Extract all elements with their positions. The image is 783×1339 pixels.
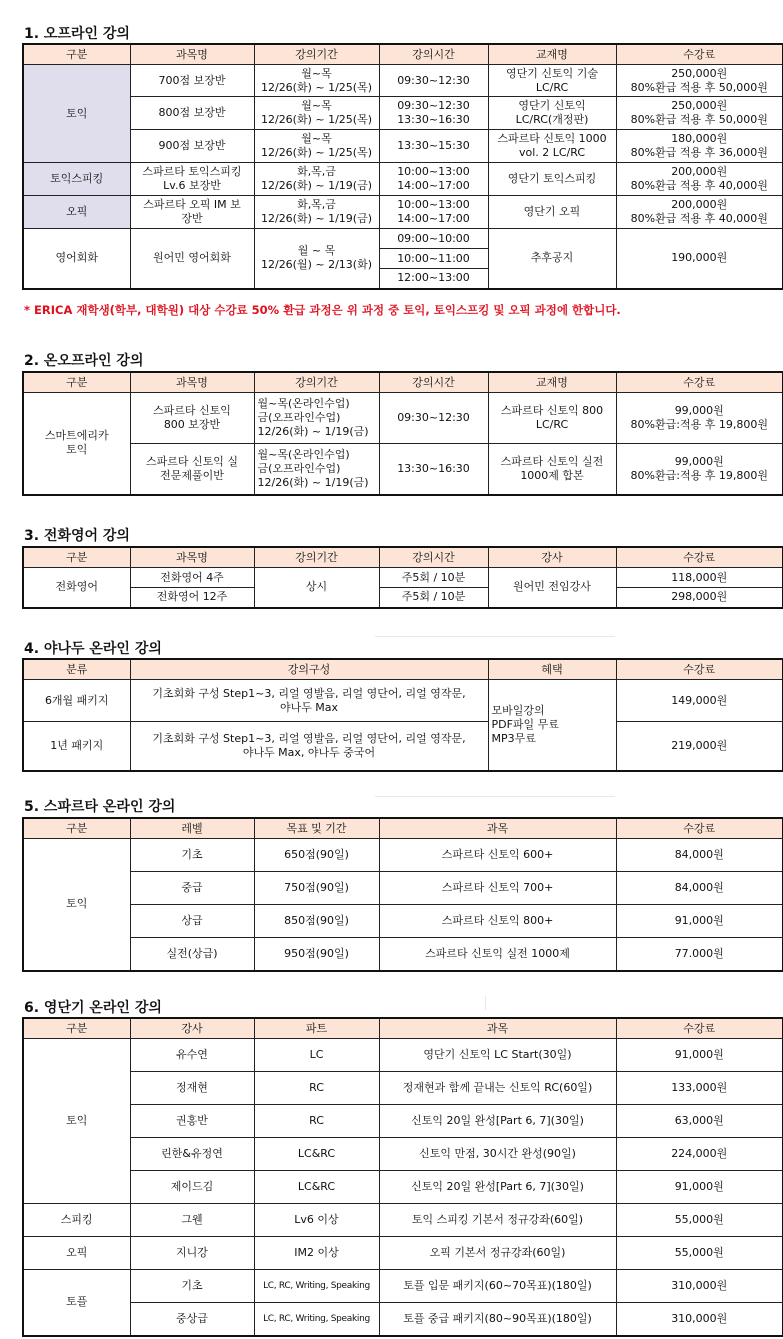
course-fee: 118,000원 [616, 568, 783, 588]
table-row [23, 65, 783, 97]
section-title-sparta: 5. 스파르타 온라인 강의 [24, 799, 176, 815]
course-period: 화,목,금 12/26(화) ~ 1/19(금) [254, 163, 379, 196]
course-level: 상급 [130, 905, 254, 938]
table-row [23, 722, 783, 771]
offline-lecture-table [22, 43, 783, 290]
table-row [23, 1105, 783, 1138]
course-book: 스파르타 신토익 1000 vol. 2 LC/RC [488, 130, 616, 163]
course-fee: 310,000원 [616, 1303, 783, 1336]
table-row [23, 1171, 783, 1204]
course-teacher: 정재현 [130, 1072, 254, 1105]
course-fee: 250,000원 80%환급 적용 후 50,000원 [616, 65, 783, 97]
header-book: 교재명 [488, 372, 616, 393]
table-row [23, 393, 783, 444]
course-time: 09:30~12:30 [379, 393, 488, 444]
table-row [23, 229, 783, 249]
course-name: 신토익 만점, 30시간 완성(90일) [379, 1138, 616, 1171]
table-row [23, 1138, 783, 1171]
header-category: 구분 [23, 372, 130, 393]
course-teacher: 유수연 [130, 1039, 254, 1072]
table-row [23, 1237, 783, 1270]
category-cell: 토익 [23, 1039, 130, 1204]
course-part: LC&RC [254, 1171, 379, 1204]
table-row [23, 163, 783, 196]
course-goal: 750점(90일) [254, 872, 379, 905]
header-part: 파트 [254, 1018, 379, 1039]
course-fee: 91,000원 [616, 1039, 783, 1072]
category-cell: 토익스피킹 [23, 163, 130, 196]
package-name: 1년 패키지 [23, 722, 130, 771]
table-row [23, 130, 783, 163]
course-part: LC [254, 1039, 379, 1072]
course-fee: 55,000원 [616, 1204, 783, 1237]
table-row [23, 1204, 783, 1237]
table-row [23, 872, 783, 905]
header-category: 구분 [23, 1018, 130, 1039]
course-goal: 850점(90일) [254, 905, 379, 938]
category-cell: 토플 [23, 1270, 130, 1336]
divider-line [375, 636, 615, 637]
course-period: 월~목 12/26(화) ~ 1/25(목) [254, 130, 379, 163]
table-row [23, 568, 783, 588]
category-cell: 오픽 [23, 1237, 130, 1270]
header-course: 과목명 [130, 372, 254, 393]
header-category: 구분 [23, 44, 130, 65]
category-cell: 토익 [23, 65, 130, 163]
yeongdangi-online-table [22, 1017, 783, 1337]
course-fee: 84,000원 [616, 839, 783, 872]
table-header-row [23, 659, 783, 680]
category-cell: 스마트에리카 토익 [23, 393, 130, 495]
phone-english-table [22, 546, 783, 609]
header-benefit: 혜택 [488, 659, 616, 680]
course-fee: 91,000원 [616, 905, 783, 938]
course-name: 스파르타 신토익 실 전문제풀이반 [130, 444, 254, 495]
course-book: 스파르타 신토익 실전 1000제 합본 [488, 444, 616, 495]
course-name: 스파르타 토익스피킹 Lv.6 보장반 [130, 163, 254, 196]
course-fee: 99,000원 80%환급:적용 후 19,800원 [616, 393, 783, 444]
header-time: 강의시간 [379, 547, 488, 568]
table-row [23, 905, 783, 938]
package-name: 6개월 패키지 [23, 680, 130, 722]
section-title-onoffline: 2. 온오프라인 강의 [24, 353, 144, 369]
table-header-row [23, 1018, 783, 1039]
course-teacher: 기초 [130, 1270, 254, 1303]
header-level: 레벨 [130, 818, 254, 839]
course-goal: 650점(90일) [254, 839, 379, 872]
course-teacher: 중상급 [130, 1303, 254, 1336]
course-part: IM2 이상 [254, 1237, 379, 1270]
header-teacher: 강사 [488, 547, 616, 568]
divider-line [485, 996, 486, 1010]
package-content: 기초회화 구성 Step1~3, 리얼 영발음, 리얼 영단어, 리얼 영작문, 야나두 Max [130, 680, 488, 722]
category-cell: 영어회화 [23, 229, 130, 289]
course-teacher: 권홍반 [130, 1105, 254, 1138]
course-fee: 77.000원 [616, 938, 783, 971]
table-header-row [23, 44, 783, 65]
header-period: 강의기간 [254, 372, 379, 393]
course-fee: 180,000원 80%환급 적용 후 36,000원 [616, 130, 783, 163]
course-book: 영단기 토익스피킹 [488, 163, 616, 196]
course-time: 09:30~12:30 13:30~16:30 [379, 97, 488, 130]
course-period: 월 ~ 목 12/26(월) ~ 2/13(화) [254, 229, 379, 289]
table-row [23, 444, 783, 495]
course-name: 스파르타 오픽 IM 보 장반 [130, 196, 254, 229]
course-part: Lv6 이상 [254, 1204, 379, 1237]
refund-note: * ERICA 재학생(학부, 대학원) 대상 수강료 50% 환급 과정은 위 과정 중 토익, 토익스프킹 및 오픽 과정에 한합니다. [24, 303, 621, 317]
course-part: LC&RC [254, 1138, 379, 1171]
header-fee: 수강료 [616, 1018, 783, 1039]
sparta-online-table [22, 817, 783, 972]
course-level: 실전(상급) [130, 938, 254, 971]
category-cell: 토익 [23, 839, 130, 971]
course-fee: 133,000원 [616, 1072, 783, 1105]
table-row [23, 1072, 783, 1105]
course-period: 월~목 12/26(화) ~ 1/25(목) [254, 97, 379, 130]
course-fee: 224,000원 [616, 1138, 783, 1171]
course-goal: 950점(90일) [254, 938, 379, 971]
course-level: 기초 [130, 839, 254, 872]
table-row [23, 588, 783, 608]
header-content: 강의구성 [130, 659, 488, 680]
table-row [23, 680, 783, 722]
header-period: 강의기간 [254, 44, 379, 65]
course-level: 중급 [130, 872, 254, 905]
course-name: 정재현과 함께 끝내는 신토익 RC(60일) [379, 1072, 616, 1105]
course-time: 10:00~13:00 14:00~17:00 [379, 163, 488, 196]
section-title-yanadoo: 4. 야나두 온라인 강의 [24, 641, 162, 657]
section-title-offline: 1. 오프라인 강의 [24, 26, 130, 42]
course-fee: 310,000원 [616, 1270, 783, 1303]
table-header-row [23, 372, 783, 393]
table-row [23, 1303, 783, 1336]
onoffline-lecture-table [22, 371, 783, 496]
header-course: 과목명 [130, 44, 254, 65]
course-period: 상시 [254, 568, 379, 608]
course-fee: 200,000원 80%환급 적용 후 40,000원 [616, 196, 783, 229]
header-goal: 목표 및 기간 [254, 818, 379, 839]
course-name: 스파르타 신토익 실전 1000제 [379, 938, 616, 971]
package-benefit: 모바일강의 PDF파일 무료 MP3무료 [488, 680, 616, 771]
course-fee: 298,000원 [616, 588, 783, 608]
course-time: 12:00~13:00 [379, 269, 488, 289]
header-category: 분류 [23, 659, 130, 680]
header-fee: 수강료 [616, 659, 783, 680]
course-name: 토플 입문 패키지(60~70목표)(180일) [379, 1270, 616, 1303]
header-course: 과목명 [130, 547, 254, 568]
course-time: 09:00~10:00 [379, 229, 488, 249]
table-header-row [23, 818, 783, 839]
section-title-phone: 3. 전화영어 강의 [24, 528, 130, 544]
header-fee: 수강료 [616, 372, 783, 393]
package-content: 기초회화 구성 Step1~3, 리얼 영발음, 리얼 영단어, 리얼 영작문, 야나두 Max, 야나두 중국어 [130, 722, 488, 771]
header-teacher: 강사 [130, 1018, 254, 1039]
course-book: 영단기 신토익 기술 LC/RC [488, 65, 616, 97]
category-cell: 전화영어 [23, 568, 130, 608]
package-fee: 219,000원 [616, 722, 783, 771]
header-course: 과목 [379, 1018, 616, 1039]
course-name: 700점 보장반 [130, 65, 254, 97]
course-name: 900점 보장반 [130, 130, 254, 163]
category-cell: 스피킹 [23, 1204, 130, 1237]
course-name: 토익 스피킹 기본서 정규강좌(60일) [379, 1204, 616, 1237]
table-row [23, 839, 783, 872]
course-part: LC, RC, Writing, Speaking [254, 1303, 379, 1336]
course-teacher: 제이드김 [130, 1171, 254, 1204]
header-category: 구분 [23, 547, 130, 568]
course-book: 영단기 신토익 LC/RC(개정판) [488, 97, 616, 130]
course-name: 스파르타 신토익 600+ [379, 839, 616, 872]
table-row [23, 97, 783, 130]
course-book: 스파르타 신토익 800 LC/RC [488, 393, 616, 444]
table-row [23, 1039, 783, 1072]
category-cell: 오픽 [23, 196, 130, 229]
course-name: 신토익 20일 완성[Part 6, 7](30일) [379, 1171, 616, 1204]
course-teacher: 지니강 [130, 1237, 254, 1270]
course-name: 스파르타 신토익 800 보장반 [130, 393, 254, 444]
header-period: 강의기간 [254, 547, 379, 568]
course-name: 전화영어 12주 [130, 588, 254, 608]
course-fee: 63,000원 [616, 1105, 783, 1138]
course-book: 영단기 오픽 [488, 196, 616, 229]
course-time: 주5회 / 10분 [379, 588, 488, 608]
course-part: RC [254, 1105, 379, 1138]
course-fee: 55,000원 [616, 1237, 783, 1270]
course-fee: 99,000원 80%환급:적용 후 19,800원 [616, 444, 783, 495]
course-time: 10:00~11:00 [379, 249, 488, 269]
table-row [23, 938, 783, 971]
course-name: 스파르타 신토익 800+ [379, 905, 616, 938]
course-time: 주5회 / 10분 [379, 568, 488, 588]
course-time: 10:00~13:00 14:00~17:00 [379, 196, 488, 229]
course-name: 영단기 신토익 LC Start(30일) [379, 1039, 616, 1072]
header-book: 교재명 [488, 44, 616, 65]
table-row [23, 1270, 783, 1303]
course-fee: 84,000원 [616, 872, 783, 905]
divider-line [375, 796, 615, 797]
header-course: 과목 [379, 818, 616, 839]
course-part: LC, RC, Writing, Speaking [254, 1270, 379, 1303]
course-period: 화,목,금 12/26(화) ~ 1/19(금) [254, 196, 379, 229]
table-row [23, 196, 783, 229]
course-fee: 250,000원 80%환급 적용 후 50,000원 [616, 97, 783, 130]
section-title-yeongdangi: 6. 영단기 온라인 강의 [24, 1000, 162, 1016]
course-name: 스파르타 신토익 700+ [379, 872, 616, 905]
yanadoo-table [22, 658, 783, 772]
course-teacher: 그웬 [130, 1204, 254, 1237]
course-fee: 91,000원 [616, 1171, 783, 1204]
course-time: 09:30~12:30 [379, 65, 488, 97]
header-time: 강의시간 [379, 372, 488, 393]
course-fee: 190,000원 [616, 229, 783, 289]
course-fee: 200,000원 80%환급 적용 후 40,000원 [616, 163, 783, 196]
header-fee: 수강료 [616, 547, 783, 568]
course-name: 토플 중급 패키지(80~90목표)(180일) [379, 1303, 616, 1336]
course-period: 월~목 12/26(화) ~ 1/25(목) [254, 65, 379, 97]
header-time: 강의시간 [379, 44, 488, 65]
course-period: 월~목(온라인수업) 금(오프라인수업) 12/26(화) ~ 1/19(금) [254, 444, 379, 495]
course-period: 월~목(온라인수업) 금(오프라인수업) 12/26(화) ~ 1/19(금) [254, 393, 379, 444]
header-fee: 수강료 [616, 44, 783, 65]
header-category: 구분 [23, 818, 130, 839]
header-fee: 수강료 [616, 818, 783, 839]
course-teacher: 원어민 전임강사 [488, 568, 616, 608]
course-time: 13:30~16:30 [379, 444, 488, 495]
course-part: RC [254, 1072, 379, 1105]
course-name: 전화영어 4주 [130, 568, 254, 588]
course-name: 원어민 영어회화 [130, 229, 254, 289]
course-book: 추후공지 [488, 229, 616, 289]
package-fee: 149,000원 [616, 680, 783, 722]
course-name: 800점 보장반 [130, 97, 254, 130]
table-header-row [23, 547, 783, 568]
course-name: 오픽 기본서 정규강좌(60일) [379, 1237, 616, 1270]
course-teacher: 린한&유정연 [130, 1138, 254, 1171]
course-name: 신토익 20일 완성[Part 6, 7](30일) [379, 1105, 616, 1138]
course-time: 13:30~15:30 [379, 130, 488, 163]
